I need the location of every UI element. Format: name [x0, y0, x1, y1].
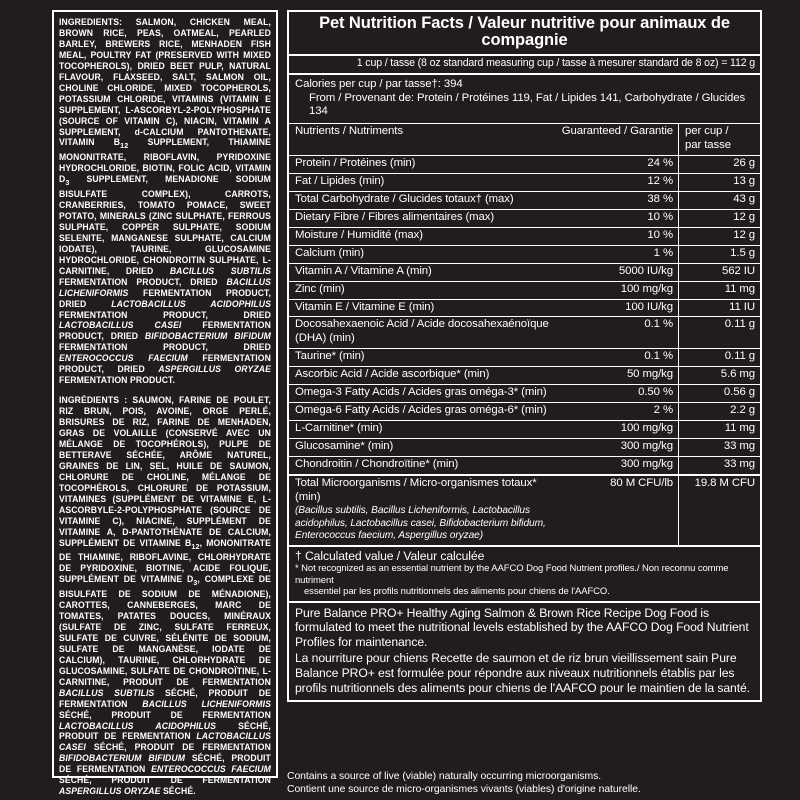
table-row — [289, 299, 760, 317]
column-header-nutrients: Nutrients / Nutriments — [289, 124, 556, 156]
nutrient-guaranteed: 0.1 % — [644, 318, 673, 331]
table-row — [289, 420, 760, 438]
table-header-row — [289, 124, 760, 156]
table-row — [289, 317, 760, 349]
nutrient-name: Protein / Protéines (min) — [295, 157, 416, 170]
table-row — [289, 210, 760, 228]
nutrient-per-cup: 12 g — [679, 210, 761, 228]
nutrient-name: L-Carnitine* (min) — [295, 421, 383, 434]
nutrient-guaranteed: 100 IU/kg — [625, 300, 673, 313]
nutrient-per-cup: 0.11 g — [679, 317, 761, 349]
table-row — [289, 385, 760, 403]
calories-from-breakdown: From / Provenant de: Protein / Protéines 119, Fat / Lipides 141, Carbohydrate / Glucides 134 — [309, 91, 746, 118]
calories-block — [289, 75, 760, 125]
nutrient-guaranteed: 10 % — [647, 211, 673, 224]
nutrient-guaranteed: 38 % — [647, 193, 673, 206]
column-header-guaranteed: Guaranteed / Garantie — [556, 124, 679, 156]
aafco-statement-block — [289, 601, 760, 700]
nutrient-guaranteed: 0.50 % — [638, 386, 673, 399]
live-microorganisms-note-french: Contient une source de micro-organismes vivants (viables) d'origine naturelle. — [287, 784, 641, 796]
ingredients-english: INGREDIENTS: SALMON, CHICKEN MEAL, BROWN RICE, PEAS, OATMEAL, PEARLED BARLEY, BREWERS RICE, MENHADEN FISH MEAL, POULTRY FAT (PRESERVED WITH MIXED TOCOPHEROLS), DRIED BEET PULP, NATURAL FLAVOUR, FLAXSEED, SALT, SALMON OIL, CHOLINE CHLORIDE, MIXED TOCOPHEROLS, POTASSIUM CHLORIDE, VITAMINS (VITAMIN E SUPPLEMENT, L-ASCORBYL-2-POLYPHOSPHATE (SOURCE OF VITAMIN C), NIACIN, VITAMIN A SUPPLEMENT, d-CALCIUM PANTOTHENATE, VITAMIN $B_{12}$ SUPPLEMENT, THIAMINE MONONITRATE, RIBOFLAVIN, PYRIDOXINE HYDROCHLORIDE, BIOTIN, FOLIC ACID, VITAMIN $D_3$ SUPPLEMENT, MENADIONE SODIUM BISULFATE COMPLEX), CARROTS, CRANBERRIES, TOMATO POMACE, SWEET POTATO, MINERALS (ZINC SULPHATE, FERROUS SULPHATE, COPPER SULPHATE, SODIUM SELENITE, MANGANESE SULPHATE, CALCIUM IODATE), TAURINE, GLUCOSAMINE HYDROCHLORIDE, CHONDROITIN SULPHATE, L-CARNITINE, DRIED BACILLUS SUBTILIS FERMENTATION PRODUCT, DRIED BACILLUS LICHENIFORMIS FERMENTATION PRODUCT, DRIED LACTOBACILLUS ACIDOPHILUS FERMENTATION PRODUCT, DRIED LACTOBACILLUS CASEI FERMENTATION PRODUCT, DRIED BIFIDOBACTERIUM BIFIDUM FERMENTATION PRODUCT, DRIED ENTEROCOCCUS FAECIUM FERMENTATION PRODUCT, DRIED ASPERGILLUS ORYZAE FERMENTATION PRODUCT. — [59, 17, 271, 386]
nutrient-per-cup: 13 g — [679, 174, 761, 192]
nutrient-guaranteed: 12 % — [647, 175, 673, 188]
table-row — [289, 349, 760, 367]
ingredients-french: INGRÉDIENTS : SAUMON, FARINE DE POULET, RIZ BRUN, POIS, AVOINE, ORGE PERLÉ, BRISURES DE RIZ, FARINE DE MENHADEN, GRAS DE VOLAILLE (CONSERVÉ AVEC UN MÉLANGE DE TOCOPHÉROLS), PULPE DE BETTERAVE SÉCHÉE, ARÔME NATUREL, GRAINES DE LIN, SEL, HUILE DE SAUMON, CHLORURE DE CHOLINE, MÉLANGE DE TOCOPHÉROLS, CHLORURE DE POTASSIUM, VITAMINES (SUPPLÉMENT DE VITAMINE E, L-ASCORBYLE-2-POLYPHOSPHATE (SOURCE DE VITAMINE C), NIACINE, SUPPLÉMENT DE VITAMINE A, D-PANTOTHÉNATE DE CALCIUM, SUPPLÉMENT DE VITAMINE $B_{12}$, MONONITRATE DE THIAMINE, RIBOFLAVINE, CHLORHYDRATE DE PYRIDOXINE, BIOTINE, ACIDE FOLIQUE, SUPPLÉMENT DE VITAMINE $D_3$, COMPLEXE DE BISULFATE DE SODIUM DE MÉNADIONE), CAROTTES, CANNEBERGES, MARC DE TOMATES, PATATES DOUCES, MINÉRAUX (SULFATE DE ZINC, SULFATE FERREUX, SULFATE DE CUIVRE, SÉLÉNITE DE SODIUM, SULFATE DE MANGANÈSE, IODATE DE CALCIUM), TAURINE, CHLORHYDRATE DE GLUCOSAMINE, SULFATE DE CHONDROÏTINE, L-CARNITINE, PRODUIT DE FERMENTATION BACILLUS SUBTILIS SÉCHÉ, PRODUIT DE FERMENTATION BACILLUS LICHENIFORMIS SÉCHÉ, PRODUIT DE FERMENTATION LACTOBACILLUS ACIDOPHILUS SÉCHÉ, PRODUIT DE FERMENTATION LACTOBACILLUS CASEI SÉCHÉ, PRODUIT DE FERMENTATION BIFIDOBACTERIUM BIFIDUM SÉCHÉ, PRODUIT DE FERMENTATION ENTEROCOCCUS FAECIUM SÉCHÉ, PRODUIT DE FERMENTATION ASPERGILLUS ORYZAE SÉCHÉ. — [59, 395, 271, 797]
column-header-per-cup-line2: par tasse — [685, 139, 731, 152]
nutrient-guaranteed: 1 % — [653, 246, 673, 259]
nutrient-per-cup: 5.6 mg — [679, 367, 761, 385]
table-row — [289, 227, 760, 245]
nutrient-per-cup: 12 g — [679, 227, 761, 245]
column-header-per-cup-line1: per cup / — [685, 125, 729, 138]
microorganisms-guaranteed: 80 M CFU/lb — [610, 476, 673, 489]
nutrient-per-cup: 1.5 g — [679, 245, 761, 263]
nutrient-guaranteed: 10 % — [647, 228, 673, 241]
table-row — [289, 456, 760, 474]
table-row — [289, 367, 760, 385]
nutrient-name: Omega-3 Fatty Acids / Acides gras oméga-3* (min) — [295, 386, 547, 399]
nutrient-name: Glucosamine* (min) — [295, 439, 394, 452]
ingredients-panel — [52, 10, 278, 797]
calories-per-cup: Calories per cup / par tasse†: 394 — [295, 77, 463, 90]
table-row — [289, 156, 760, 174]
microorganisms-per-cup: 19.8 M CFU — [679, 475, 761, 545]
nutrient-guaranteed: 24 % — [647, 157, 673, 170]
nutrient-name: Taurine* (min) — [295, 350, 365, 363]
nutrient-name: Total Carbohydrate / Glucides totaux† (max) — [295, 193, 514, 206]
nutrient-name: Moisture / Humidité (max) — [295, 228, 423, 241]
nutrient-guaranteed: 2 % — [653, 404, 673, 417]
nutrient-name: Chondroitin / Chondroïtine* (min) — [295, 457, 459, 470]
nutrient-name: Omega-6 Fatty Acids / Acides gras oméga-6* (min) — [295, 404, 547, 417]
nutrient-per-cup: 33 mg — [679, 456, 761, 474]
nutrient-per-cup: 562 IU — [679, 263, 761, 281]
table-row — [289, 245, 760, 263]
footnote-dagger: † Calculated value / Valeur calculée — [295, 548, 485, 563]
nutrient-per-cup: 43 g — [679, 192, 761, 210]
nutrient-name: Calcium (min) — [295, 246, 364, 259]
nutrient-name: Ascorbic Acid / Acide ascorbique* (min) — [295, 368, 490, 381]
table-row — [289, 403, 760, 421]
serving-size-line: 1 cup / tasse (8 oz standard measuring cup / tasse à mesurer standard de 8 oz) = 112 g — [289, 56, 760, 75]
nutrient-guaranteed: 5000 IU/kg — [618, 264, 673, 277]
nutrient-per-cup: 11 mg — [679, 281, 761, 299]
footnote-asterisk-line2: essentiel par les profils nutritionnels des aliments pour chiens de l'AAFCO. — [304, 586, 610, 598]
nutrient-guaranteed: 300 mg/kg — [620, 457, 673, 470]
nutrient-name: Dietary Fibre / Fibres alimentaires (max) — [295, 211, 495, 224]
column-header-per-cup — [679, 124, 761, 156]
nutrient-per-cup: 26 g — [679, 156, 761, 174]
nutrient-per-cup: 33 mg — [679, 438, 761, 456]
nutrient-guaranteed: 100 mg/kg — [620, 421, 673, 434]
nutrient-per-cup: 2.2 g — [679, 403, 761, 421]
nutrient-name: Docosahexaenoic Acid / Acide docosahexaénoïque (DHA) (min) — [295, 318, 549, 345]
aafco-statement-french: La nourriture pour chiens Recette de saumon et de riz brun vieillissement sain Pure Balance PRO+ est formulée pour répondre aux niveaux nutritionnels établis par les profils nutritionnels des aliments pour chiens de l'AAFCO pour le maintien de la santé. — [295, 651, 750, 695]
nutrient-name: Fat / Lipides (min) — [295, 175, 385, 188]
microorganisms-cell — [289, 475, 556, 545]
nutrient-name: Zinc (min) — [295, 282, 345, 295]
aafco-statement-english: Pure Balance PRO+ Healthy Aging Salmon & Brown Rice Recipe Dog Food is formulated to meet the nutritional levels established by the AAFCO Dog Food Nutrient Profiles for maintenance. — [295, 605, 749, 650]
nutrient-name: Vitamin A / Vitamine A (min) — [295, 264, 432, 277]
table-row-microorganisms — [289, 475, 760, 545]
nutrients-table-body — [289, 156, 760, 545]
nutrient-guaranteed: 300 mg/kg — [620, 439, 673, 452]
live-microorganisms-note — [287, 770, 762, 797]
nutrient-per-cup: 11 mg — [679, 420, 761, 438]
nutrient-guaranteed: 0.1 % — [644, 350, 673, 363]
table-row — [289, 192, 760, 210]
table-row — [289, 174, 760, 192]
nutrient-name: Vitamin E / Vitamine E (min) — [295, 300, 435, 313]
nutrients-table — [289, 124, 760, 544]
nutrition-facts-title: Pet Nutrition Facts / Valeur nutritive pour animaux de compagnie — [289, 12, 760, 56]
microorganisms-name: Total Microorganisms / Micro-organismes totaux* (min) — [295, 476, 537, 503]
nutrient-guaranteed: 100 mg/kg — [620, 282, 673, 295]
table-row — [289, 263, 760, 281]
nutrient-guaranteed: 50 mg/kg — [626, 368, 673, 381]
microorganisms-list: (Bacillus subtilis, Bacillus Licheniformis, Lactobacillus acidophilus, Lactobacillus casei, Bifidobacterium bifidum, Enterococcus faecium, Aspergillus oryzae) — [295, 505, 546, 542]
nutrient-per-cup: 0.11 g — [679, 349, 761, 367]
nutrient-per-cup: 11 IU — [679, 299, 761, 317]
table-row — [289, 438, 760, 456]
pet-nutrition-facts-panel — [287, 10, 762, 702]
live-microorganisms-note-english: Contains a source of live (viable) naturally occurring microorganisms. — [287, 771, 602, 782]
nutrient-per-cup: 0.56 g — [679, 385, 761, 403]
table-row — [289, 281, 760, 299]
footnotes-block — [289, 545, 760, 601]
footnote-asterisk-line1: * Not recognized as an essential nutrient by the AAFCO Dog Food Nutrient profiles./ Non reconnu comme nutriment — [295, 563, 729, 586]
